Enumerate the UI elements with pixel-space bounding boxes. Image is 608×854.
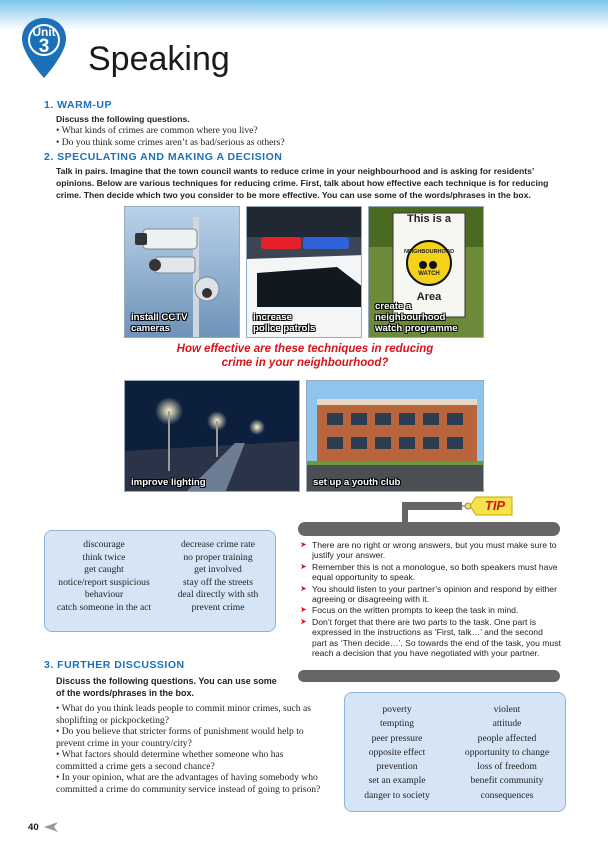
tip-label: TIP xyxy=(484,498,506,513)
tip-list xyxy=(300,540,566,659)
discussion-question: How effective are these techniques in reducing crime in your neighbourhood? xyxy=(176,343,434,369)
arrow-right-icon: ➤ xyxy=(300,540,307,549)
photo-caption: increase police patrols xyxy=(253,312,316,334)
arrow-right-icon: ➤ xyxy=(300,605,307,615)
tip-item: ➤ You should listen to your partner’s opinion and respond by either agreeing or disagreeing with it. xyxy=(300,583,557,605)
further-discussion-heading: 3. FURTHER DISCUSSION xyxy=(44,659,185,671)
vocabulary-box xyxy=(44,530,276,632)
photo-caption: create a neighbourhood watch programme xyxy=(375,301,458,334)
warmup-question: • What kinds of crimes are common where you live? xyxy=(56,125,258,136)
unit-badge xyxy=(20,16,68,80)
further-questions: • What do you think leads people to commit minor crimes, such as shoplifting or pickpocketing? • Do you believe that stricter forms of punishment would help to prevent crime in your country/city? • What factors should determine whether someone who has committed a crime gets a second chance? • In your opinion, what are the advantages of having somebody who committed a crime do community service instead of going to prison? xyxy=(56,703,321,795)
warmup-instruction: Discuss the following questions. xyxy=(56,114,190,124)
photo-youth-club xyxy=(306,380,484,492)
sign-neighbourhood: NEIGHBOURHOOD xyxy=(403,249,455,255)
page-title: Speaking xyxy=(88,40,230,78)
tip-badge xyxy=(470,496,514,516)
page-arrow-icon xyxy=(44,822,58,832)
sign-this-is-a: This is a xyxy=(406,213,452,225)
warmup-question: • Do you think some crimes aren’t as bad/serious as others? xyxy=(56,137,285,148)
arrow-right-icon: ➤ xyxy=(300,561,307,571)
tip-item: ➤ Remember this is not a monologue, so both speakers must have equal opportunity to speak. xyxy=(300,561,558,583)
sign-watch: WATCH xyxy=(418,271,440,277)
speculating-instruction: Talk in pairs. Imagine that the town council wants to reduce crime in your neighbourhood and is asking for residents’ xyxy=(56,166,535,176)
vocabulary-box xyxy=(344,692,566,812)
further-instruction: of the words/phrases in the box. xyxy=(56,688,195,698)
sign-area: Area xyxy=(416,291,442,303)
speculating-instruction: crime. Then decide which two you consider to be more effective. You can use some of the words/phrases in the box. xyxy=(56,190,531,200)
top-band xyxy=(0,0,608,30)
unit-label: Unit xyxy=(32,25,56,39)
arrow-right-icon: ➤ xyxy=(300,616,307,626)
photo-neighbourhood-watch xyxy=(368,206,484,338)
photo-caption: set up a youth club xyxy=(313,477,401,488)
arrow-right-icon: ➤ xyxy=(300,583,307,593)
photo-police xyxy=(246,206,362,338)
tip-item: ➤ There are no right or wrong answers, but you must make sure to justify your answer. xyxy=(300,540,557,561)
photo-cctv xyxy=(124,206,240,338)
tip-item: ➤ Don’t forget that there are two parts to the task. One part is expressed in the instructions as ‘First, talk…’ and the second part as ‘Then decide…’. So towards the end of the task, you must reach a decision that you have negotiated with your partner. xyxy=(300,616,561,659)
tip-item: ➤ Focus on the written prompts to keep the task in mind. xyxy=(300,605,519,616)
vocabulary-column: discourage think twice get caught notice/report suspicious behaviour catch someone in the act xyxy=(56,539,152,613)
vocabulary-column: poverty tempting peer pressure opposite effect prevention set an example danger to society xyxy=(364,704,430,801)
photo-caption: install CCTV cameras xyxy=(131,312,188,334)
speculating-heading: 2. SPECULATING AND MAKING A DECISION xyxy=(44,151,283,163)
vocabulary-column: violent attitude people affected opportunity to change loss of freedom benefit community consequences xyxy=(464,704,550,801)
warmup-heading: 1. WARM-UP xyxy=(44,99,112,111)
photo-street-lighting xyxy=(124,380,300,492)
page-number: 40 xyxy=(28,822,39,833)
photo-caption: improve lighting xyxy=(131,477,206,488)
speculating-instruction: opinions. Below are various techniques for reducing crime. First, talk about how effective each technique is for reducing xyxy=(56,178,549,188)
further-instruction: Discuss the following questions. You can use some xyxy=(56,676,277,686)
unit-number: 3 xyxy=(38,36,50,57)
vocabulary-column: decrease crime rate no proper training get involved stay off the streets deal directly with sth prevent crime xyxy=(177,539,259,613)
